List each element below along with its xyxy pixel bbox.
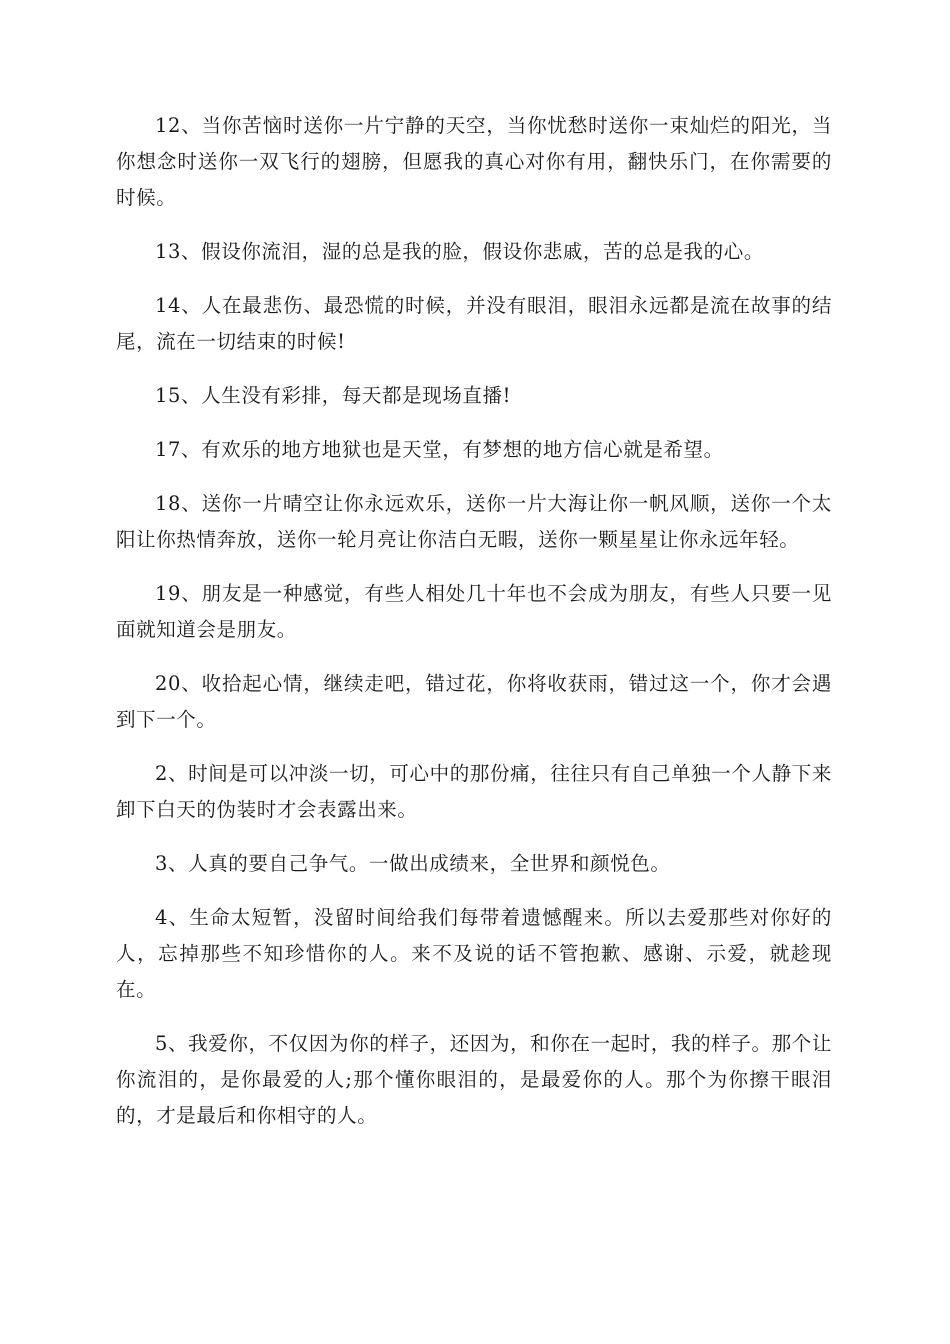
paragraph-3: 3、人真的要自己争气。一做出成绩来，全世界和颜悦色。 (155, 852, 671, 875)
paragraph-19: 19、朋友是一种感觉，有些人相处几十年也不会成为朋友，有些人只要一见面就知道会是朋友。 (116, 582, 832, 641)
paragraph-5: 5、我爱你，不仅因为你的样子，还因为，和你在一起时，我的样子。那个让你流泪的，是你最爱的人;那个懂你眼泪的，是最爱你的人。那个为你擦干眼泪的，才是最后和你相守的人。 (116, 1032, 832, 1127)
paragraph-14: 14、人在最悲伤、最恐慌的时候，并没有眼泪，眼泪永远都是流在故事的结尾，流在一切结束的时候! (116, 294, 832, 353)
paragraph-15: 15、人生没有彩排，每天都是现场直播! (155, 384, 512, 407)
paragraph-12: 12、当你苦恼时送你一片宁静的天空，当你忧愁时送你一束灿烂的阳光，当你想念时送你一双飞行的翅膀，但愿我的真心对你有用，翻快乐门，在你需要的时候。 (116, 114, 832, 209)
paragraph-2: 2、时间是可以冲淡一切，可心中的那份痛，往往只有自己单独一个人静下来卸下白天的伪装时才会表露出来。 (116, 762, 832, 821)
paragraph-13: 13、假设你流泪，湿的总是我的脸，假设你悲戚，苦的总是我的心。 (155, 240, 764, 263)
paragraph-20: 20、收拾起心情，继续走吧，错过花，你将收获雨，错过这一个，你才会遇到下一个。 (116, 672, 832, 731)
paragraph-17: 17、有欢乐的地方地狱也是天堂，有梦想的地方信心就是希望。 (155, 438, 724, 461)
paragraph-18: 18、送你一片晴空让你永远欢乐，送你一片大海让你一帆风顺，送你一个太阳让你热情奔放，送你一轮月亮让你洁白无暇，送你一颗星星让你永远年轻。 (116, 492, 832, 551)
paragraph-4: 4、生命太短暂，没留时间给我们每带着遗憾醒来。所以去爱那些对你好的人，忘掉那些不知珍惜你的人。来不及说的话不管抱歉、感谢、示爱，就趁现在。 (116, 906, 832, 1001)
document-body (116, 108, 832, 1152)
